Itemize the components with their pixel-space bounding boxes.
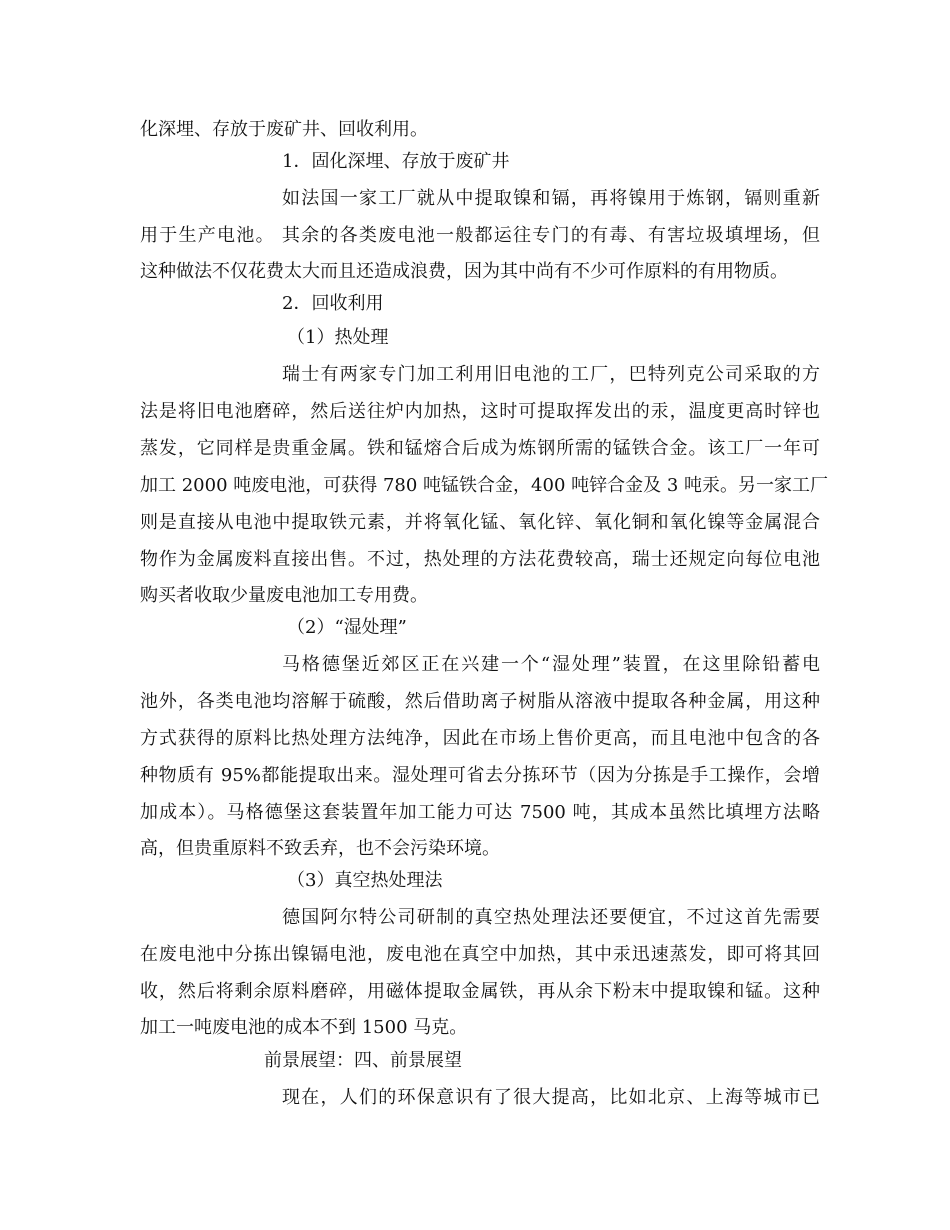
paragraph-line: 种物质有 95%都能提取出来。湿处理可省去分拣环节（因为分拣是手工操作，会增	[140, 765, 820, 786]
section-heading: 前景展望：四、前景展望	[264, 1050, 462, 1071]
paragraph-line: 在废电池中分拣出镍镉电池，废电池在真空中加热，其中汞迅速蒸发，即可将其回	[140, 944, 820, 965]
subsection-heading: （2）“湿处理”	[287, 617, 407, 638]
paragraph-line: 马格德堡近郊区正在兴建一个“湿处理”装置，在这里除铅蓄电	[282, 654, 820, 675]
paragraph-line: 如法国一家工厂就从中提取镍和镉，再将镍用于炼钢，镉则重新	[282, 188, 820, 209]
paragraph-line: 收，然后将剩余原料磨碎，用磁体提取金属铁，再从余下粉末中提取镍和锰。这种	[140, 981, 820, 1002]
paragraph-line: 法是将旧电池磨碎，然后送往炉内加热，这时可提取挥发出的汞，温度更高时锌也	[140, 401, 820, 422]
subsection-heading: （3）真空热处理法	[287, 870, 443, 891]
paragraph-line: 蒸发，它同样是贵重金属。铁和锰熔合后成为炼钢所需的锰铁合金。该工厂一年可	[140, 438, 820, 459]
paragraph-line: 则是直接从电池中提取铁元素，并将氧化锰、氧化锌、氧化铜和氧化镍等金属混合	[140, 512, 820, 533]
paragraph-line: 购买者收取少量废电池加工专用费。	[140, 585, 428, 606]
paragraph-line: 现在，人们的环保意识有了很大提高，比如北京、上海等城市已	[282, 1087, 820, 1108]
paragraph-line: 物作为金属废料直接出售。不过，热处理的方法花费较高，瑞士还规定向每位电池	[140, 549, 820, 570]
paragraph-line: 用于生产电池。 其余的各类废电池一般都运往专门的有毒、有害垃圾填埋场，但	[140, 225, 820, 246]
paragraph-line: 瑞士有两家专门加工利用旧电池的工厂，巴特列克公司采取的方	[282, 364, 820, 385]
paragraph-line: 加工一吨废电池的成本不到 1500 马克。	[140, 1017, 468, 1038]
paragraph-line: 化深埋、存放于废矿井、回收利用。	[140, 119, 428, 140]
subsection-heading: （1）热处理	[287, 327, 389, 348]
section-heading: 2．回收利用	[282, 293, 384, 314]
paragraph-line: 这种做法不仅花费太大而且还造成浪费，因为其中尚有不少可作原料的有用物质。	[140, 261, 788, 282]
paragraph-line: 方式获得的原料比热处理方法纯净，因此在市场上售价更高，而且电池中包含的各	[140, 728, 820, 749]
paragraph-line: 高，但贵重原料不致丢弃，也不会污染环境。	[140, 838, 500, 859]
paragraph-line: 加工 2000 吨废电池，可获得 780 吨锰铁合金，400 吨锌合金及 3 吨汞。另一家工厂	[140, 475, 829, 496]
paragraph-line: 德国阿尔特公司研制的真空热处理法还要便宜，不过这首先需要	[282, 907, 820, 928]
section-heading: 1．固化深埋、存放于废矿井	[282, 151, 510, 172]
paragraph-line: 池外，各类电池均溶解于硫酸，然后借助离子树脂从溶液中提取各种金属，用这种	[140, 691, 820, 712]
paragraph-line: 加成本）。马格德堡这套装置年加工能力可达 7500 吨，其成本虽然比填埋方法略	[140, 802, 820, 823]
